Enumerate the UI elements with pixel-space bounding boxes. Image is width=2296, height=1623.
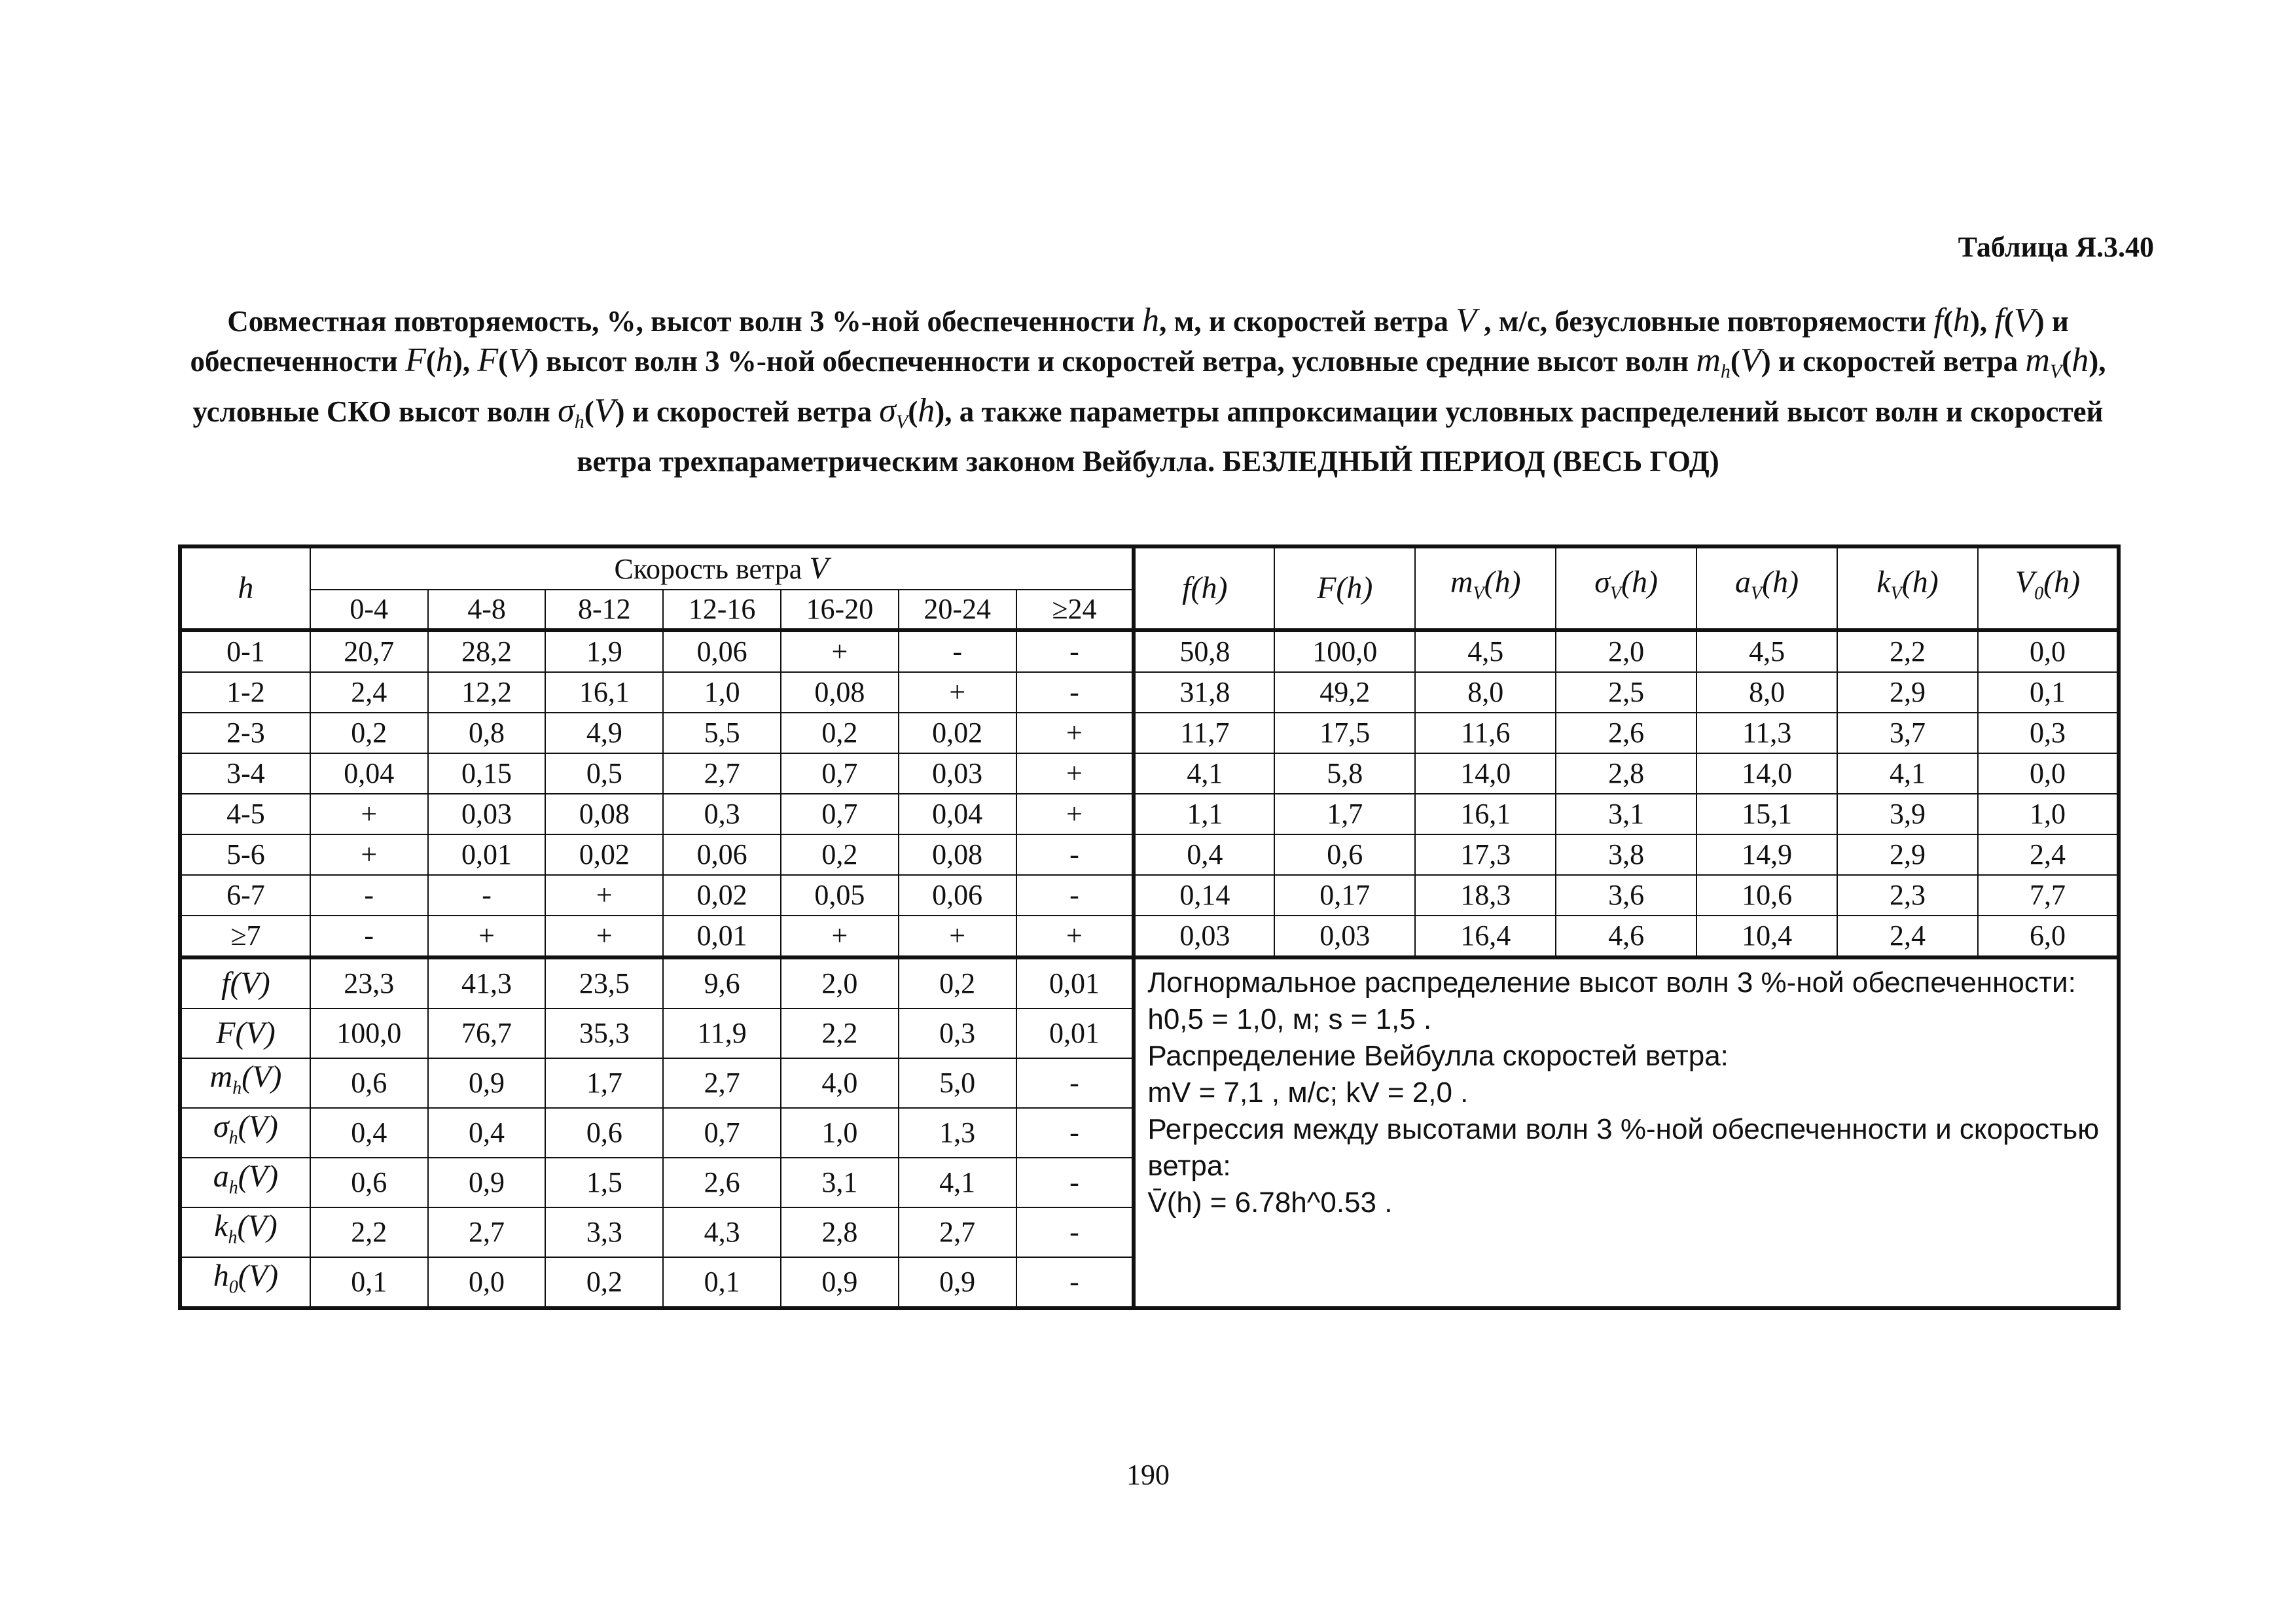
cell-speed-stat: - [1016,1257,1134,1308]
cell-speed-stat: 23,3 [310,957,428,1008]
stat-label: $a_h(V)$ [180,1158,310,1207]
cell-speed-stat: 1,5 [545,1158,663,1207]
cell-speed-stat: 0,4 [310,1108,428,1158]
header-F-h: F(h) [1274,546,1415,630]
cell-height-stat: 2,0 [1556,630,1696,672]
cell-joint-frequency: + [1016,916,1134,957]
cell-height-stat: 1,7 [1274,794,1415,834]
cell-joint-frequency: 2,4 [310,672,428,713]
cell-joint-frequency: 0,3 [663,794,781,834]
cell-joint-frequency: - [1016,672,1134,713]
table-row [180,753,2119,794]
speed-class: 0-4 [310,590,428,630]
cell-height-stat: 0,14 [1134,875,1274,916]
header-V0-h: $V_0(h)$ [1978,546,2119,630]
cell-height-stat: 0,3 [1978,713,2119,753]
speed-class: 8-12 [545,590,663,630]
row-height-class: 4-5 [180,794,310,834]
cell-height-stat: 3,9 [1837,794,1978,834]
cell-joint-frequency: 0,2 [781,834,899,875]
row-height-class: 3-4 [180,753,310,794]
cell-joint-frequency: 0,08 [545,794,663,834]
cell-height-stat: 0,17 [1274,875,1415,916]
stat-label: f(V) [180,957,310,1008]
stat-row [180,957,2119,1008]
cell-speed-stat: 4,1 [899,1158,1016,1207]
cell-joint-frequency: 0,06 [899,875,1016,916]
cell-height-stat: 0,0 [1978,753,2119,794]
cell-speed-stat: 0,4 [428,1108,546,1158]
cell-speed-stat: 2,0 [781,957,899,1008]
cell-height-stat: 2,4 [1978,834,2119,875]
cell-joint-frequency: - [1016,834,1134,875]
cell-joint-frequency: + [1016,753,1134,794]
cell-joint-frequency: - [310,916,428,957]
cell-joint-frequency: 1,9 [545,630,663,672]
approximation-notes [1134,957,2119,1308]
cell-speed-stat: 0,2 [899,957,1016,1008]
cell-joint-frequency: + [310,794,428,834]
cell-joint-frequency: - [1016,630,1134,672]
cell-height-stat: 2,9 [1837,834,1978,875]
cell-speed-stat: 0,9 [899,1257,1016,1308]
cell-joint-frequency: 0,05 [781,875,899,916]
cell-height-stat: 8,0 [1696,672,1837,713]
speed-class: 4-8 [428,590,546,630]
cell-joint-frequency: + [1016,713,1134,753]
header-wind-speed: Скорость ветра V [310,546,1134,590]
cell-joint-frequency: 0,08 [899,834,1016,875]
cell-speed-stat: 0,6 [545,1108,663,1158]
cell-height-stat: 4,1 [1837,753,1978,794]
cell-joint-frequency: 0,8 [428,713,546,753]
cell-speed-stat: 23,5 [545,957,663,1008]
speed-class: 12-16 [663,590,781,630]
cell-height-stat: 2,4 [1837,916,1978,957]
cell-speed-stat: 0,7 [663,1108,781,1158]
regression-formula: V̄(h) = 6.78h^0.53 . [1147,1186,1393,1219]
cell-speed-stat: 2,8 [781,1207,899,1257]
cell-joint-frequency: 0,01 [663,916,781,957]
cell-height-stat: 2,5 [1556,672,1696,713]
table-caption: Совместная повторяемость, %, высот волн 3 %-ной обеспеченности h, м, и скоростей ветра V , м/с, безусловные повторяемости f(h), f(V) и обеспеченности F(h), F(V) высот волн 3 %-ной обеспеченности и скоростей ветра, условные средние высот волн $m_h(V)$ и скоростей ветра $m_V(h)$, условные СКО высот волн $\sigma_h(V)$ и скоростей ветра $\sigma_V(h)$, а также параметры аппроксимации условных распределений высот волн и скоростей ветра трехпараметрическим законом Вейбулла. БЕЗЛЕДНЫЙ ПЕРИОД (ВЕСЬ ГОД) [190,302,2106,478]
cell-speed-stat: - [1016,1058,1134,1108]
cell-speed-stat: 2,7 [899,1207,1016,1257]
table-row [180,916,2119,957]
cell-joint-frequency: 2,7 [663,753,781,794]
cell-joint-frequency: + [545,875,663,916]
cell-speed-stat: 0,1 [663,1257,781,1308]
cell-height-stat: 2,8 [1556,753,1696,794]
cell-joint-frequency: 20,7 [310,630,428,672]
cell-speed-stat: 5,0 [899,1058,1016,1108]
cell-speed-stat: 0,01 [1016,1008,1134,1058]
cell-height-stat: 0,1 [1978,672,2119,713]
cell-speed-stat: 41,3 [428,957,546,1008]
stat-label: $\sigma_h(V)$ [180,1108,310,1158]
cell-joint-frequency: 4,9 [545,713,663,753]
cell-height-stat: 100,0 [1274,630,1415,672]
cell-height-stat: 17,3 [1415,834,1556,875]
cell-joint-frequency: 0,04 [899,794,1016,834]
header-f-h: f(h) [1134,546,1274,630]
weibull-title: Распределение Вейбулла скоростей ветра: [1147,1040,1729,1072]
cell-speed-stat: 0,01 [1016,957,1134,1008]
cell-joint-frequency: + [1016,794,1134,834]
row-height-class: 5-6 [180,834,310,875]
cell-speed-stat: 1,3 [899,1108,1016,1158]
cell-height-stat: 11,3 [1696,713,1837,753]
cell-joint-frequency: + [781,630,899,672]
cell-height-stat: 7,7 [1978,875,2119,916]
cell-speed-stat: 2,7 [663,1058,781,1108]
cell-height-stat: 3,8 [1556,834,1696,875]
cell-height-stat: 3,7 [1837,713,1978,753]
cell-speed-stat: - [1016,1108,1134,1158]
data-table [178,544,2121,1310]
cell-joint-frequency: - [428,875,546,916]
cell-height-stat: 1,0 [1978,794,2119,834]
cell-speed-stat: 2,2 [310,1207,428,1257]
stat-label: $h_0(V)$ [180,1257,310,1308]
cell-speed-stat: 0,2 [545,1257,663,1308]
cell-joint-frequency: 1,0 [663,672,781,713]
row-height-class: 1-2 [180,672,310,713]
cell-height-stat: 3,6 [1556,875,1696,916]
table-row [180,672,2119,713]
cell-height-stat: 0,03 [1274,916,1415,957]
cell-speed-stat: 100,0 [310,1008,428,1058]
cell-height-stat: 4,6 [1556,916,1696,957]
cell-speed-stat: - [1016,1158,1134,1207]
cell-joint-frequency: 0,03 [899,753,1016,794]
cell-speed-stat: 0,9 [428,1158,546,1207]
cell-speed-stat: 2,6 [663,1158,781,1207]
cell-joint-frequency: - [1016,875,1134,916]
cell-height-stat: 14,0 [1415,753,1556,794]
table-row [180,875,2119,916]
header-h: h [180,546,310,630]
cell-joint-frequency: 16,1 [545,672,663,713]
table-row [180,713,2119,753]
lognormal-params: h0,5 = 1,0, м; s = 1,5 . [1147,1003,1432,1035]
cell-joint-frequency: 0,04 [310,753,428,794]
cell-joint-frequency: 0,01 [428,834,546,875]
cell-speed-stat: 3,3 [545,1207,663,1257]
table-row [180,794,2119,834]
cell-height-stat: 5,8 [1274,753,1415,794]
row-height-class: 6-7 [180,875,310,916]
cell-speed-stat: 0,6 [310,1158,428,1207]
cell-speed-stat: 0,9 [781,1257,899,1308]
cell-joint-frequency: 0,2 [310,713,428,753]
cell-joint-frequency: + [545,916,663,957]
cell-height-stat: 11,6 [1415,713,1556,753]
cell-joint-frequency: 0,06 [663,834,781,875]
cell-height-stat: 14,0 [1696,753,1837,794]
cell-height-stat: 2,9 [1837,672,1978,713]
speed-class: ≥24 [1016,590,1134,630]
cell-speed-stat: 2,2 [781,1008,899,1058]
page-number: 190 [1126,1459,1170,1491]
table-number: Таблица Я.3.40 [1958,231,2154,263]
cell-joint-frequency: 0,03 [428,794,546,834]
cell-speed-stat: 4,3 [663,1207,781,1257]
cell-joint-frequency: 5,5 [663,713,781,753]
cell-height-stat: 31,8 [1134,672,1274,713]
row-height-class: 2-3 [180,713,310,753]
weibull-params: mV = 7,1 , м/с; kV = 2,0 . [1147,1077,1469,1109]
cell-height-stat: 50,8 [1134,630,1274,672]
cell-height-stat: 6,0 [1978,916,2119,957]
cell-height-stat: 4,5 [1696,630,1837,672]
row-height-class: ≥7 [180,916,310,957]
cell-speed-stat: 2,7 [428,1207,546,1257]
cell-joint-frequency: 12,2 [428,672,546,713]
cell-joint-frequency: + [310,834,428,875]
cell-height-stat: 2,2 [1837,630,1978,672]
cell-joint-frequency: 0,08 [781,672,899,713]
regression-title: Регрессия между высотами волн 3 %-ной обеспеченности и скоростью ветра: [1147,1113,2100,1182]
cell-speed-stat: 76,7 [428,1008,546,1058]
cell-height-stat: 17,5 [1274,713,1415,753]
cell-speed-stat: 0,3 [899,1008,1016,1058]
cell-speed-stat: - [1016,1207,1134,1257]
header-kV-h: $k_V(h)$ [1837,546,1978,630]
cell-height-stat: 49,2 [1274,672,1415,713]
cell-height-stat: 4,1 [1134,753,1274,794]
cell-joint-frequency: 0,7 [781,753,899,794]
cell-speed-stat: 9,6 [663,957,781,1008]
cell-speed-stat: 35,3 [545,1008,663,1058]
stat-label: $k_h(V)$ [180,1207,310,1257]
cell-speed-stat: 11,9 [663,1008,781,1058]
cell-height-stat: 18,3 [1415,875,1556,916]
cell-speed-stat: 3,1 [781,1158,899,1207]
cell-speed-stat: 4,0 [781,1058,899,1108]
cell-joint-frequency: + [899,916,1016,957]
cell-height-stat: 15,1 [1696,794,1837,834]
cell-joint-frequency: 0,7 [781,794,899,834]
cell-joint-frequency: 0,02 [899,713,1016,753]
cell-height-stat: 2,6 [1556,713,1696,753]
header-mV-h: $m_V(h)$ [1415,546,1556,630]
cell-height-stat: 10,4 [1696,916,1837,957]
speed-class: 16-20 [781,590,899,630]
cell-joint-frequency: 0,5 [545,753,663,794]
cell-joint-frequency: + [899,672,1016,713]
stat-label: $m_h(V)$ [180,1058,310,1108]
cell-height-stat: 2,3 [1837,875,1978,916]
cell-speed-stat: 0,6 [310,1058,428,1108]
cell-speed-stat: 0,9 [428,1058,546,1108]
cell-joint-frequency: - [899,630,1016,672]
cell-height-stat: 8,0 [1415,672,1556,713]
cell-joint-frequency: 0,2 [781,713,899,753]
lognormal-title: Логнормальное распределение высот волн 3 %-ной обеспеченности: [1147,967,2076,999]
cell-height-stat: 16,1 [1415,794,1556,834]
cell-joint-frequency: 28,2 [428,630,546,672]
cell-height-stat: 14,9 [1696,834,1837,875]
stat-label: F(V) [180,1008,310,1058]
cell-joint-frequency: 0,02 [545,834,663,875]
cell-joint-frequency: 0,06 [663,630,781,672]
cell-height-stat: 16,4 [1415,916,1556,957]
cell-joint-frequency: 0,15 [428,753,546,794]
cell-height-stat: 0,0 [1978,630,2119,672]
table-row [180,834,2119,875]
cell-height-stat: 1,1 [1134,794,1274,834]
cell-joint-frequency: 0,02 [663,875,781,916]
cell-height-stat: 3,1 [1556,794,1696,834]
cell-speed-stat: 1,7 [545,1058,663,1108]
row-height-class: 0-1 [180,630,310,672]
cell-speed-stat: 1,0 [781,1108,899,1158]
cell-joint-frequency: + [428,916,546,957]
header-aV-h: $a_V(h)$ [1696,546,1837,630]
cell-height-stat: 0,4 [1134,834,1274,875]
header-sigmaV-h: $\sigma_V(h)$ [1556,546,1696,630]
cell-joint-frequency: + [781,916,899,957]
speed-class: 20-24 [899,590,1016,630]
cell-height-stat: 0,6 [1274,834,1415,875]
table-row [180,630,2119,672]
cell-height-stat: 10,6 [1696,875,1837,916]
cell-height-stat: 0,03 [1134,916,1274,957]
cell-height-stat: 4,5 [1415,630,1556,672]
cell-speed-stat: 0,1 [310,1257,428,1308]
cell-height-stat: 11,7 [1134,713,1274,753]
cell-joint-frequency: - [310,875,428,916]
cell-speed-stat: 0,0 [428,1257,546,1308]
